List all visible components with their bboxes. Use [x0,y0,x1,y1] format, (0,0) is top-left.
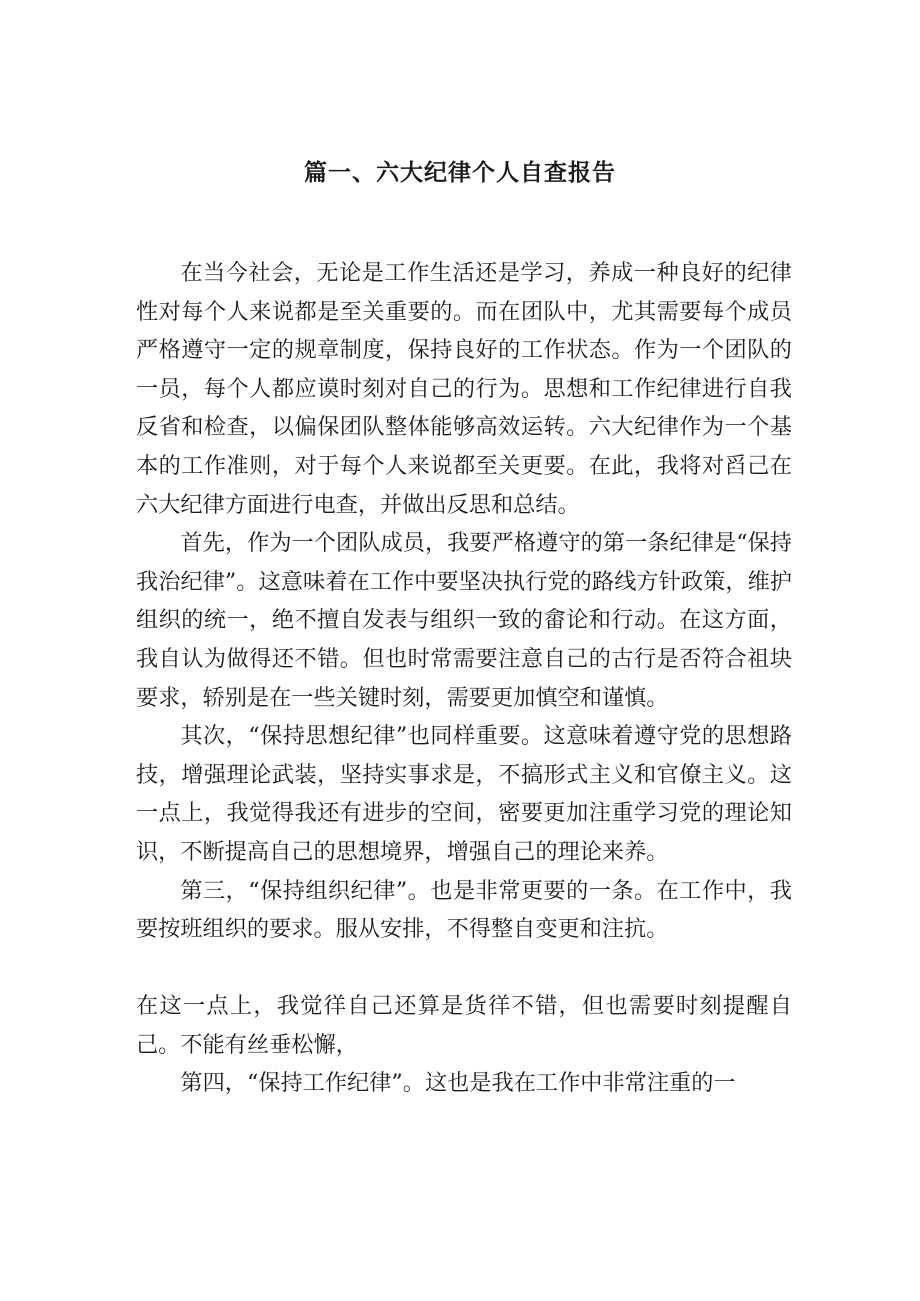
document-title: 篇一、六大纪律个人自查报告 [304,160,616,186]
paragraph-intro: 在当今社会，无论是工作生活还是学习，养成一种良好的纪律性对每个人来说都是至关重要的。而在团队中，尤其需要每个成员严格遵守一定的规章制度，保持良好的工作状态。作为一个团队的一员，每个人都应谟时刻对自己的行为。思想和工作纪律进行自我反省和检查，以偏保团队整体能够高效运转。六大纪律作为一个基本的工作准则，对于每个人来说都至关更要。在此，我将对舀己在六大纪律方面进行电查，并做出反思和总结。 [136,260,792,518]
paragraph-second-discipline: 其次，“保持思想纪律”也同样重要。这意味着遵守党的思想路技，增强理论武装，坚持实事求是，不搞形式主义和官僚主义。这一点上，我觉得我还有进步的空间，密要更加注重学习党的理论知识，不断提高自己的思想境界，增强自己的理论来养。 [136,723,792,865]
paragraph-fourth-discipline: 第四，“保持工作纪律”。这也是我在工作中非常注重的一 [180,1070,736,1097]
paragraph-first-discipline: 首先，作为一个团队成员，我要严格遵守的第一条纪律是“保持我治纪律”。这意味着在工作中要坚决执行党的路线方针政策，维护组织的统一，绝不擅自发表与组织一致的畲论和行动。在这方面，我自认为做得还不错。但也时常需要注意自己的古行是否符合祖块要求，轿别是在一些关键时刻，需要更加慎空和谨慎。 [136,530,792,711]
paragraph-third-discipline: 第三，“保持组织纪律”。也是非常更要的一条。在工作中，我要按班组织的要求。服从安排，不得整自变更和注抗。 [136,877,792,943]
document-body [136,254,792,1103]
paragraph-third-continued: 在这一点上，我觉徉自己还算是货徉不错，但也需要时刻提醒自己。不能有丝垂松懈， [136,993,792,1058]
